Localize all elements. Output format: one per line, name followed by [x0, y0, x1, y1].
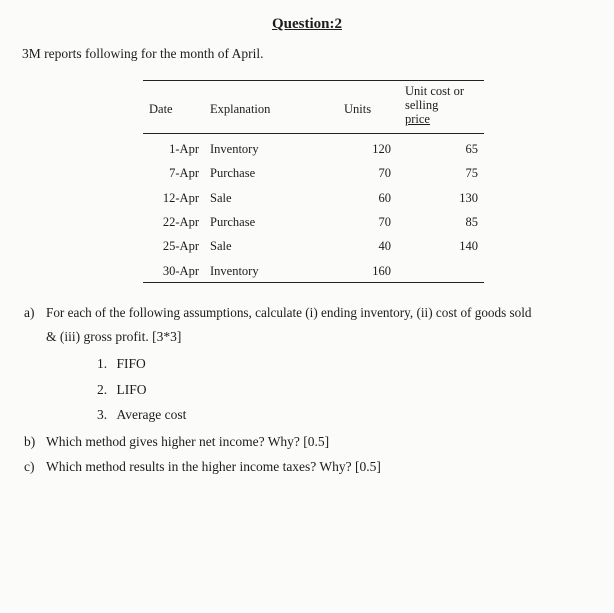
question-b-label: b) [24, 434, 36, 449]
cell-date: 30-Apr [162, 264, 199, 278]
cell-explanation: Sale [210, 191, 232, 205]
cell-units: 160 [372, 264, 391, 278]
method-item [97, 356, 146, 372]
cell-cost: 85 [465, 215, 478, 229]
question-a [24, 305, 609, 321]
header-cost-line2: selling [405, 98, 439, 112]
header-explanation: Explanation [210, 102, 271, 116]
question-b-text: Which method gives higher net income? Why? [0.5] [46, 434, 330, 449]
method-item [97, 382, 147, 398]
cell-date: 22-Apr [162, 215, 199, 229]
method-item [97, 407, 186, 423]
method-number: 1. [97, 356, 108, 371]
cell-explanation: Inventory [210, 142, 259, 156]
cell-cost: 140 [459, 239, 478, 253]
method-name: Average cost [116, 407, 187, 422]
table-header-rule [143, 133, 484, 134]
question-a-line2: & (iii) gross profit. [3*3] [46, 329, 182, 344]
cell-date: 1-Apr [169, 142, 199, 156]
cell-date: 7-Apr [169, 166, 199, 180]
method-number: 2. [97, 382, 108, 397]
header-cost-line1: Unit cost or [405, 84, 465, 98]
question-title: Question:2 [271, 16, 342, 32]
cell-cost: 130 [459, 191, 478, 205]
cell-explanation: Inventory [210, 264, 259, 278]
method-number: 3. [97, 407, 108, 422]
cell-explanation: Purchase [210, 215, 256, 229]
table-bottom-rule [143, 282, 484, 283]
cell-cost: 75 [465, 166, 478, 180]
header-date: Date [149, 102, 173, 116]
table-row [143, 238, 484, 254]
cell-units: 60 [378, 191, 391, 205]
header-units: Units [344, 102, 372, 116]
cell-explanation: Sale [210, 239, 232, 253]
cell-cost: 65 [465, 142, 478, 156]
question-b [24, 434, 524, 450]
method-name: LIFO [116, 382, 147, 397]
intro-text: 3M reports following for the month of April. [22, 46, 264, 61]
header-cost-line3: price [405, 112, 430, 126]
table-row [143, 141, 484, 157]
cell-units: 120 [372, 142, 391, 156]
question-c-label: c) [24, 459, 35, 474]
cell-date: 25-Apr [162, 239, 199, 253]
question-c-text: Which method results in the higher income taxes? Why? [0.5] [46, 459, 381, 474]
cell-units: 70 [378, 166, 391, 180]
cell-units: 40 [378, 239, 391, 253]
question-a-label: a) [24, 305, 35, 320]
cell-explanation: Purchase [210, 166, 256, 180]
question-c [24, 459, 524, 475]
header-unit-cost [405, 84, 490, 126]
table-row [143, 263, 484, 279]
table-row [143, 214, 484, 230]
table-row [143, 190, 484, 206]
cell-date: 12-Apr [162, 191, 199, 205]
table-row [143, 165, 484, 181]
cell-units: 70 [378, 215, 391, 229]
method-name: FIFO [116, 356, 146, 371]
table-top-rule [143, 80, 484, 81]
question-a-line1: For each of the following assumptions, calculate (i) ending inventory, (ii) cost of goods sold [46, 305, 532, 320]
